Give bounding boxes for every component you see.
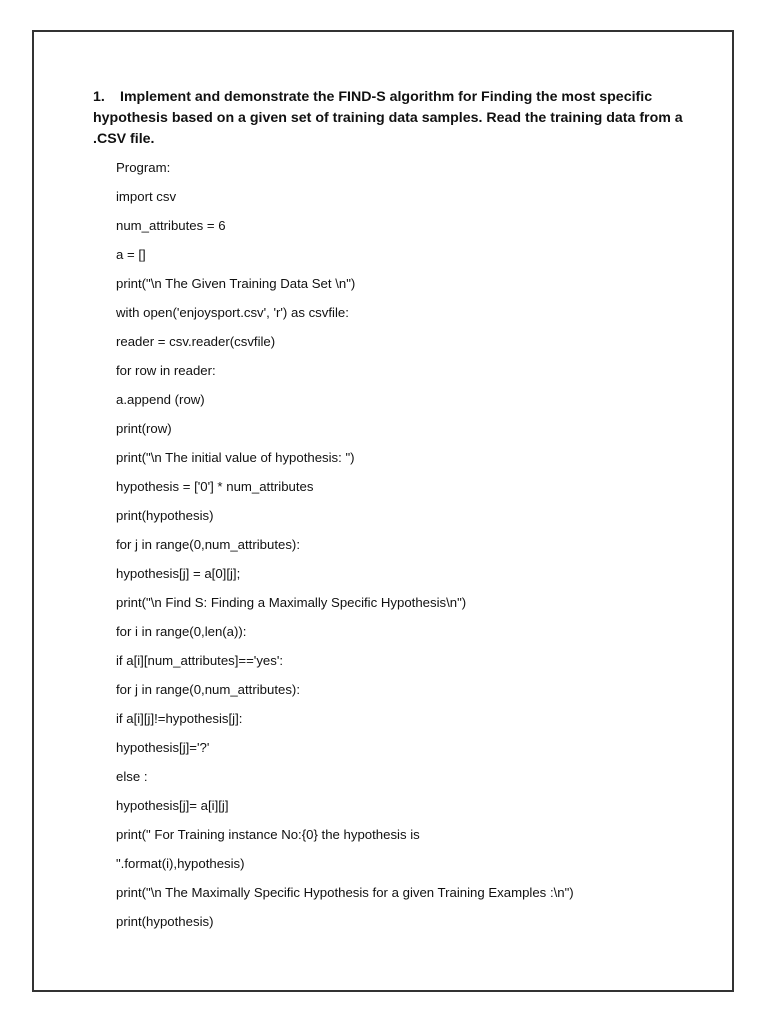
question-heading (93, 87, 693, 150)
question-number: 1. (93, 89, 105, 105)
code-line: if a[i][j]!=hypothesis[j]: (116, 711, 243, 726)
question-text: Implement and demonstrate the FIND-S algorithm for Finding the most specific hypothesis based on a given set of training data samples. Read the training data from a .CSV file. (93, 89, 683, 147)
code-line: num_attributes = 6 (116, 218, 226, 233)
code-line: print("\n The initial value of hypothesis: ") (116, 450, 355, 465)
code-line: print(" For Training instance No:{0} the hypothesis is (116, 827, 420, 842)
code-line: reader = csv.reader(csvfile) (116, 334, 276, 349)
code-line: import csv (116, 189, 177, 204)
code-line: hypothesis[j] = a[0][j]; (116, 566, 241, 581)
code-line: for row in reader: (116, 363, 216, 378)
code-line: print("\n Find S: Finding a Maximally Specific Hypothesis\n") (116, 595, 467, 610)
code-line: for j in range(0,num_attributes): (116, 537, 300, 552)
code-line: hypothesis[j]= a[i][j] (116, 798, 229, 813)
code-line: ".format(i),hypothesis) (116, 856, 245, 871)
code-line: print("\n The Maximally Specific Hypothesis for a given Training Examples :\n") (116, 885, 574, 900)
code-line: for j in range(0,num_attributes): (116, 682, 300, 697)
program-listing (116, 157, 574, 940)
code-line: a = [] (116, 247, 146, 262)
code-line: else : (116, 769, 148, 784)
code-line: print(hypothesis) (116, 508, 214, 523)
code-line: for i in range(0,len(a)): (116, 624, 247, 639)
code-line: hypothesis = ['0'] * num_attributes (116, 479, 314, 494)
code-line: print("\n The Given Training Data Set \n") (116, 276, 356, 291)
code-line: if a[i][num_attributes]=='yes': (116, 653, 284, 668)
code-line: a.append (row) (116, 392, 205, 407)
code-line: print(hypothesis) (116, 914, 214, 929)
code-line: hypothesis[j]='?' (116, 740, 210, 755)
code-line: with open('enjoysport.csv', 'r') as csvfile: (116, 305, 349, 320)
program-label: Program: (116, 160, 171, 175)
code-line: print(row) (116, 421, 172, 436)
